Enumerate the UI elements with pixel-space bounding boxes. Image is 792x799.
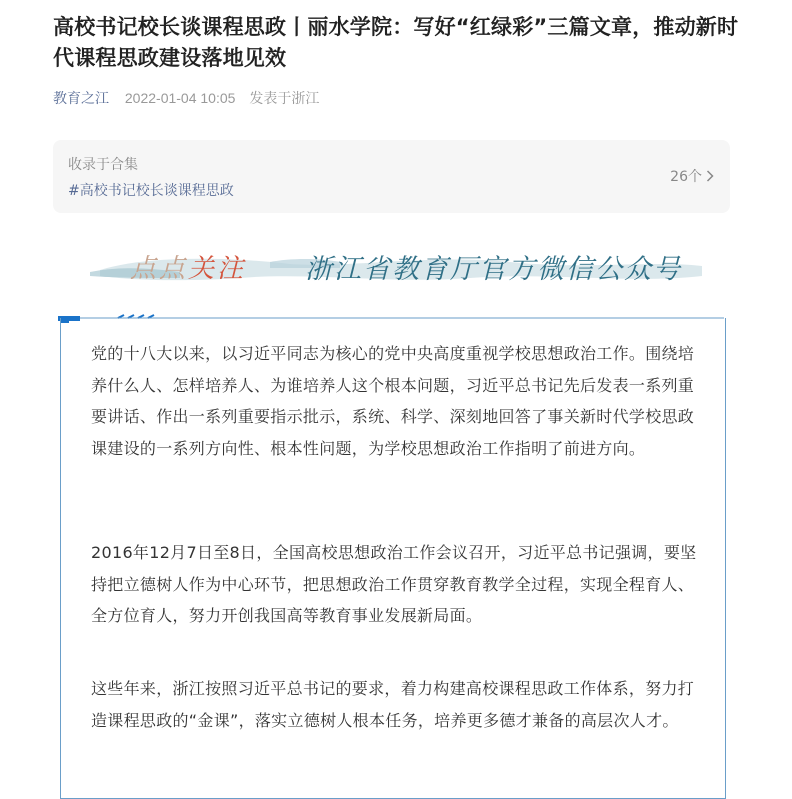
paragraph: 2016年12月7日至8日，全国高校思想政治工作会议召开，习近平总书记强调，要坚持把立德树人作为中心环节，把思想政治工作贯穿教育教学全过程，实现全程育人、全方位育人，努力开创我国高等教育事业发展新局面。 [91,543,697,625]
collection-card[interactable] [53,140,730,213]
chevron-right-icon [706,170,714,182]
collection-count[interactable] [670,166,714,186]
follow-banner [90,232,710,298]
collection-count-text: 26个 [670,169,702,185]
official-account-slogan: 浙江省教育厅官方微信公众号 [305,254,682,285]
account-name-link[interactable]: 教育之江 [53,90,109,106]
follow-text: 点点关注 [130,254,247,284]
publish-location: 发表于浙江 [249,90,320,106]
article-meta [53,88,319,108]
article-title: 高校书记校长谈课程思政丨丽水学院：写好“红绿彩”三篇文章，推动新时代课程思政建设落地见效 [53,15,739,70]
paragraph: 党的十八大以来，以习近平同志为核心的党中央高度重视学校思想政治工作。围绕培养什么人、怎样培养人、为谁培养人这个根本问题，习近平总书记先后发表一系列重要讲话、作出一系列重要指示批示，系统、科学、深刻地回答了事关新时代学校思政课建设的一系列方向性、根本性问题，为学校思想政治工作指明了前进方向。 [91,344,695,458]
article-content-box [60,318,726,799]
collection-tag-link[interactable]: #高校书记校长谈课程思政 [68,183,234,199]
paragraph: 这些年来，浙江按照习近平总书记的要求，着力构建高校课程思政工作体系，努力打造课程思政的“金课”，落实立德树人根本任务，培养更多德才兼备的高层次人才。 [91,679,695,730]
publish-date: 2022-01-04 10:05 [124,90,236,106]
collection-label: 收录于合集 [68,157,138,173]
